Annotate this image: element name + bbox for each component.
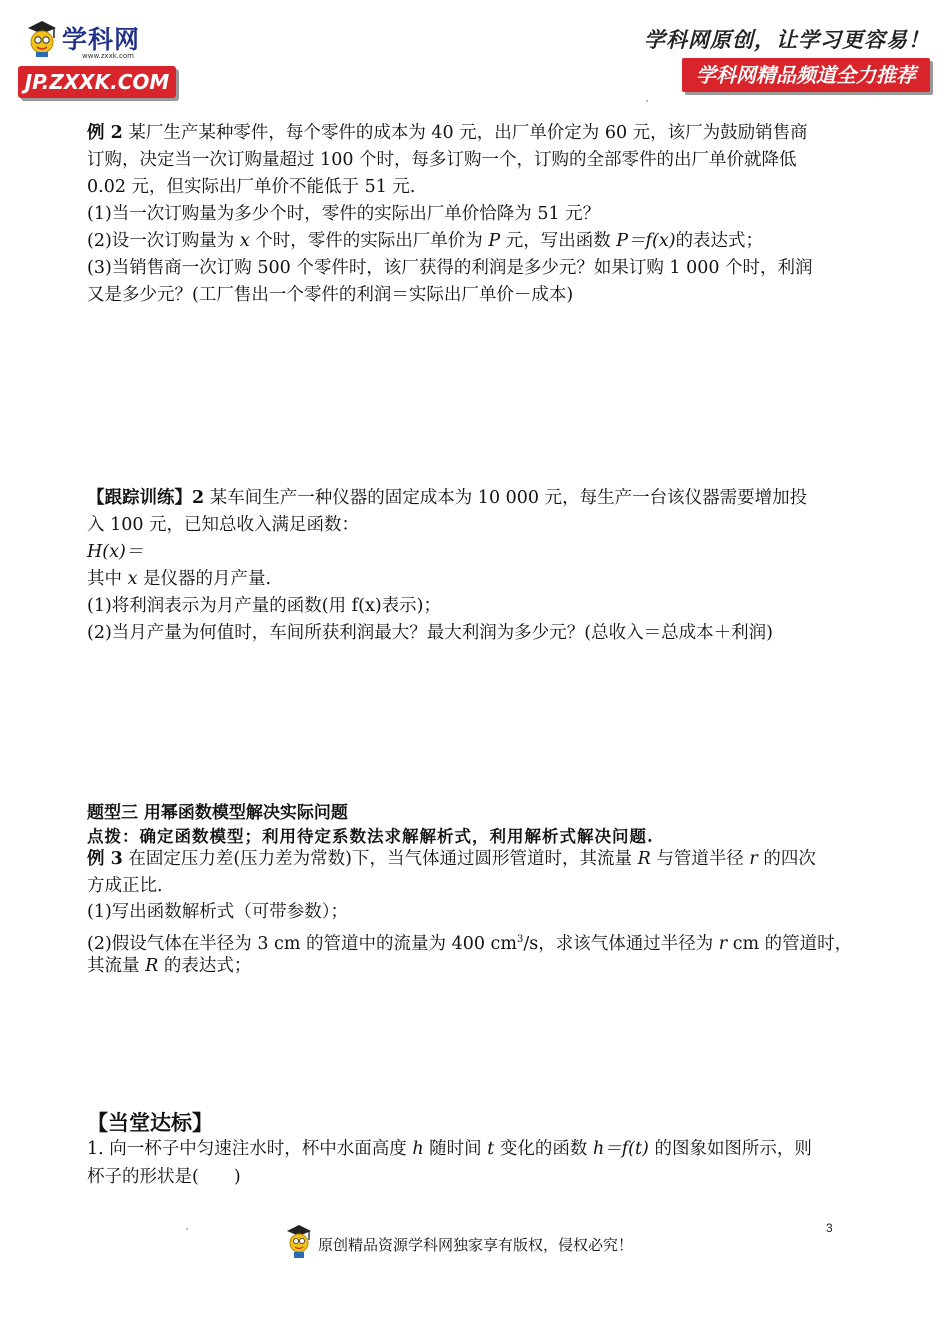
class-goal-q1-line2: 杯子的形状是( ) [87, 1167, 241, 1187]
ex3-c: 的四次 [757, 849, 816, 869]
training2-line1 [87, 485, 877, 512]
section-title: 题型三 用幂函数模型解决实际问题 [87, 803, 348, 823]
ex3-q2-a: (2)假设气体在半径为 3 cm 的管道中的流量为 400 cm [87, 933, 517, 954]
example2-q1: (1)当一次订购量为多少个时，零件的实际出厂单价恰降为 51 元？ [87, 204, 601, 224]
q2-var-x: x [239, 231, 250, 251]
training2-hx: H(x)＝ [87, 542, 144, 562]
training2-line2: 入 100 元，已知总收入满足函数： [87, 515, 360, 535]
goal-b: 随时间 [423, 1139, 488, 1159]
ex3-var-R: R [637, 849, 651, 869]
ex3-q2-r: r [718, 933, 728, 954]
header-slogan: 学科网原创，让学习更容易！ [644, 27, 930, 52]
decorative-dot [186, 1228, 188, 1230]
goal-d: 的图象如图所示，则 [648, 1139, 812, 1159]
ex3-q2-b: /s，求该气体通过半径为 [523, 933, 719, 954]
logo-title: 学科网 [62, 25, 141, 54]
mascot-icon [284, 1222, 314, 1260]
class-goal-title: 【当堂达标】 [87, 1111, 213, 1135]
example3-label: 例 3 [87, 849, 123, 869]
example2-line1 [87, 120, 877, 147]
goal-func: h＝f(t) [592, 1139, 649, 1159]
training2-text-1: 某车间生产一种仪器的固定成本为 10 000 元，每生产一台该仪器需要增加投 [204, 488, 808, 508]
page-number: 3 [826, 1221, 833, 1235]
desc-var-x: x [127, 569, 138, 589]
logo-top [18, 14, 183, 64]
footer-copyright: 原创精品资源学科网独家享有版权，侵权必究！ [318, 1236, 634, 1254]
training2-label: 【跟踪训练】2 [87, 488, 205, 508]
logo-url: www.zxxk.com [82, 52, 134, 60]
goal-a: 1. 向一杯子中匀速注水时，杯中水面高度 [87, 1139, 413, 1159]
example2-label: 例 2 [87, 123, 123, 143]
ex3-q2l2-b: 的表达式； [158, 956, 252, 976]
example3-q1: (1)写出函数解析式（可带参数）； [87, 902, 349, 922]
q2-var-p: P [488, 231, 501, 251]
q2-text-b: 个时，零件的实际出厂单价为 [249, 231, 489, 251]
example3-line1 [87, 846, 877, 873]
header-banner[interactable]: 学科网精品频道全力推荐 [682, 58, 930, 92]
example2-q3-line2: 又是多少元？(工厂售出一个零件的利润＝实际出厂单价－成本) [87, 285, 574, 305]
example2-q3-line1: (3)当销售商一次订购 500 个零件时，该厂获得的利润是多少元？如果订购 1 000 个时，利润 [87, 258, 813, 278]
mascot-icon [24, 18, 60, 58]
example2-text-1: 某厂生产某种零件，每个零件的成本为 40 元，出厂单价定为 60 元，该厂为鼓励销售商 [128, 123, 808, 143]
ex3-q2l2-R: R [145, 956, 159, 976]
class-goal-q1 [87, 1136, 877, 1163]
example3-line2: 方成正比. [87, 876, 163, 896]
section-hint: 点拨：确定函数模型；利用待定系数法求解解析式，利用解析式解决问题. [87, 827, 654, 846]
ex3-q2l2-a: 其流量 [87, 956, 146, 976]
training2-q2: (2)当月产量为何值时，车间所获利润最大？最大利润为多少元？(总收入＝总成本＋利润) [87, 623, 773, 643]
training2-desc [87, 566, 877, 593]
goal-c: 变化的函数 [494, 1139, 593, 1159]
ex3-a: 在固定压力差(压力差为常数)下，当气体通过圆形管道时，其流量 [122, 849, 638, 869]
ex3-q2-sup: 3 [516, 934, 524, 945]
q2-function: P＝f(x) [616, 231, 676, 251]
training2-q1: (1)将利润表示为月产量的函数(用 f(x)表示)； [87, 596, 442, 616]
example2-line2: 订购，决定当一次订购量超过 100 个时，每多订购一个，订购的全部零件的出厂单价就降低 [87, 150, 797, 170]
q2-text-c: 元，写出函数 [500, 231, 617, 251]
example2-q2 [87, 228, 877, 255]
ex3-b: 与管道半径 [650, 849, 750, 869]
ex3-var-r: r [749, 849, 758, 869]
q2-text-a: (2)设一次订购量为 [87, 231, 240, 251]
example2-line3: 0.02 元，但实际出厂单价不能低于 51 元. [87, 177, 416, 197]
goal-var-t: t [487, 1139, 495, 1159]
decorative-dot [646, 100, 648, 102]
desc-b: 是仪器的月产量. [137, 569, 272, 589]
ex3-q2-c: cm 的管道时， [727, 933, 853, 954]
logo-badge: JP.ZXXK.COM [18, 66, 176, 98]
desc-a: 其中 [87, 569, 128, 589]
site-logo[interactable] [18, 14, 183, 100]
goal-var-h: h [412, 1139, 424, 1159]
example3-q2-line2 [87, 953, 877, 980]
q2-text-d: 的表达式； [675, 231, 764, 251]
